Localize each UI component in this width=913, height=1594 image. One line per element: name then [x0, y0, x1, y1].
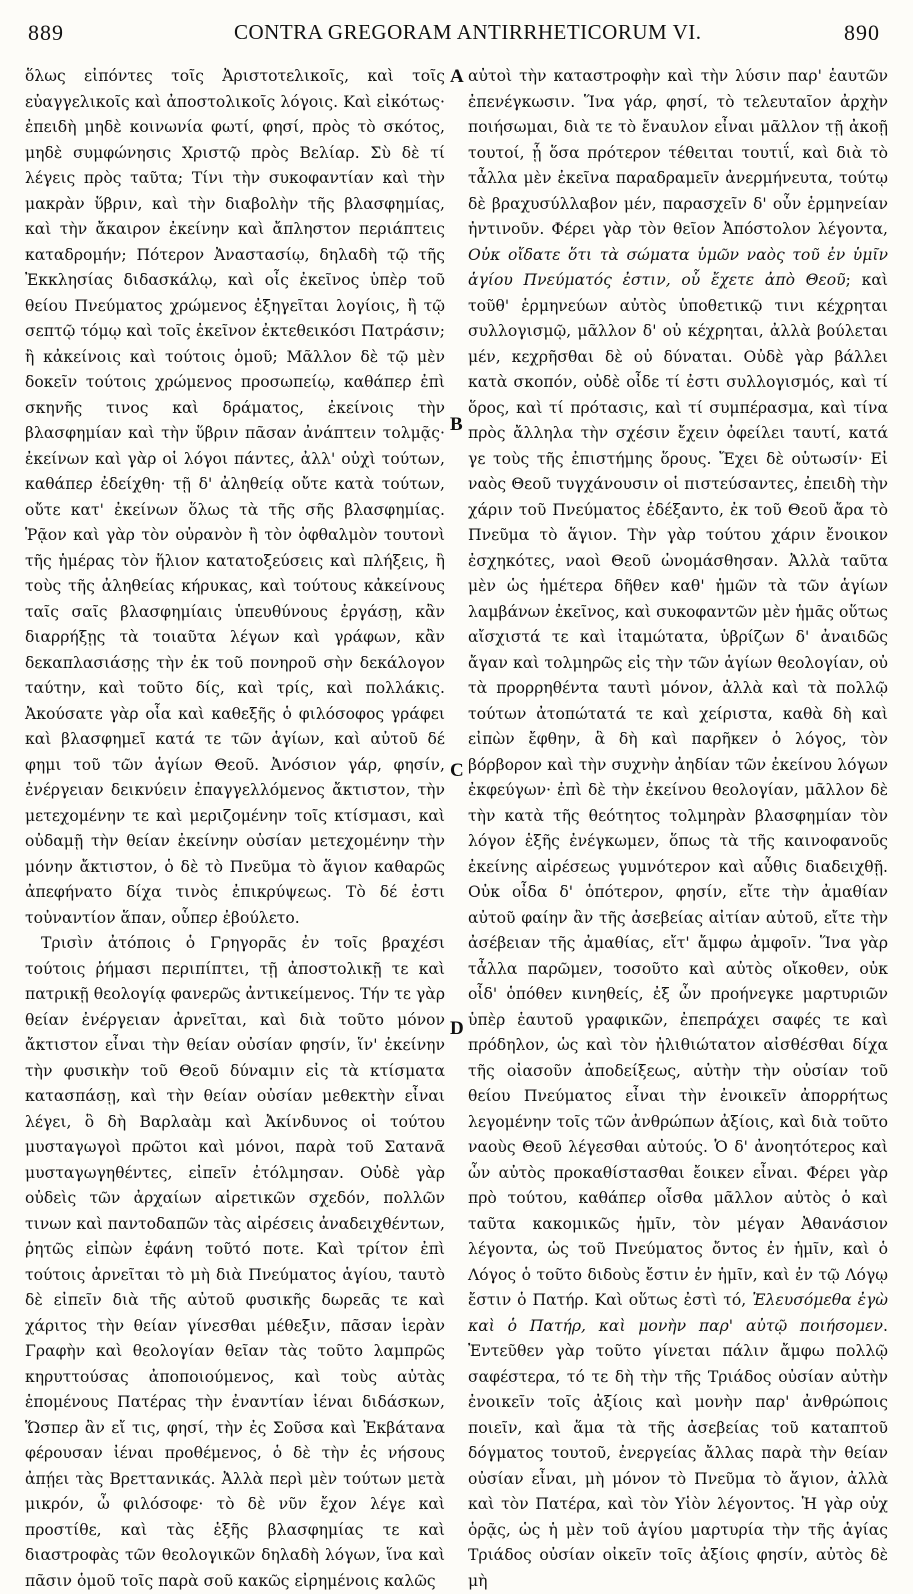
left-paragraph-2: Τρισὶν ἀτόποις ὁ Γρηγορᾶς ἐν τοῖς βραχέσι τούτοις ῥήμασι περιπίπτει, τῇ ἀποστολικῇ τε καὶ πατρικῇ θεολογίᾳ φανερῶς ἀντικείμενος. Τήν τε γὰρ θείαν ἐνέργειαν ἀρνεῖται, καὶ διὰ τοῦτο μόνον ἄκτιστον εἶναι τὴν θείαν οὐσίαν φησίν, ἵν' ἐκείνην τὴν φυσικὴν τοῦ Θεοῦ δύναμιν εἰς τὰ κτίσματα κατασπάσῃ, καὶ τὴν θείαν οὐσίαν μεθεκτὴν εἶναι λέγει, ὃ δὴ Βαρλαὰμ καὶ Ἀκίνδυνος οἱ τούτου μυσταγωγοὶ πρῶτοι καὶ μόνοι, παρὰ τοῦ Σατανᾶ μυσταγωγηθέντες, εἰπεῖν ἐτόλμησαν. Οὐδὲ γὰρ οὐδεὶς τῶν ἀρχαίων αἱρετικῶν σχεδόν, πολλῶν τινων καὶ παντοδαπῶν τὰς αἱρέσεις ἀναδειχθέντων, ῥητῶς εἰπὼν ἐφάνη τοῦτό ποτε. Καὶ τρίτον ἐπὶ τούτοις ἀρνεῖται τὸ μὴ διὰ Πνεύματος ἁγίου, ταυτὸ δὲ εἰπεῖν διὰ τῆς αὐτοῦ φυσικῆς δωρεᾶς τε καὶ χάριτος τὴν θείαν γίνεσθαι μέθεξιν, πᾶσαν ἱερὰν Γραφὴν καὶ θεολογίαν θεῖαν τὰς τοῦτο λαμπρῶς κηρυττούσας ἀποποιούμενος, καὶ τοὺς αὐτὰς ἑπομένους Πατέρας τὴν ἐναντίαν ἰέναι διδάσκων, Ὥσπερ ἂν εἴ τις, φησί, τὴν ἐς Σοῦσα καὶ Ἐκβάτανα φέρουσαν ἰέναι προθέμενος, ὁ δὲ τὴν ἐς νήσους ἀπῄει τὰς Βρεττανικάς. Ἀλλὰ περὶ μὲν τούτων μετὰ μικρόν, ὦ φιλόσοφε· τὸ δὲ νῦν ἔχον λέγε καὶ προστίθε, καὶ τὰς ἑξῆς βλασφημίας τε καὶ διαστροφὰς τῶν θεολογικῶν δηλαδὴ λόγων, ἵνα καὶ πᾶσιν ὁμοῦ τοῖς παρὰ σοῦ κακῶς εἰρημένοις καλῶς	[25, 934, 445, 1590]
margin-marker-c: C	[450, 760, 464, 781]
right-column	[468, 64, 888, 1590]
right-paragraph-1	[468, 64, 888, 1594]
margin-marker-d: D	[450, 1018, 464, 1039]
right-text-segment-2: ; καὶ τοῦθ' ἑρμηνεύων αὐτὸς ὑποθετικῷ τινι κέχρηται συλλογισμῷ, μᾶλλον δ' οὐ κέχρηται, ἀλλὰ βούλεται μέν, κεχρῆσθαι δὲ οὐ δύναται. Οὐδὲ γὰρ βάλλει κατὰ σκοπόν, οὐδὲ οἶδε τί ἐστι συλλογισμός, καὶ τί ὅρος, καὶ τί πρότασις, καὶ τί συμπέρασμα, καὶ τίνα πρὸς ἄλληλα τὴν σχέσιν ἔχειν ὀφείλει ταυτί, κατά γε τοὺς τῆς ἐπιστήμης ὅρους. Ἔχει δὲ οὑτωσίν· Εἰ ναὸς Θεοῦ τυγχάνουσιν οἱ πιστεύσαντες, ἐπειδὴ τὴν χάριν τοῦ Πνεύματος ἐδέξαντο, ἐκ τοῦ Θεοῦ ἄρα τὸ Πνεῦμα τὸ ἅγιον. Τὴν γὰρ τούτου χάριν ἔνοικον ἐσχηκότες, ναοὶ Θεοῦ ὠνομάσθησαν. Ἀλλὰ ταῦτα μὲν ὡς ἡμέτερα δῆθεν καθ' ἡμῶν τὰ τῶν ἁγίων λαμβάνων ἐκεῖνος, καὶ συκοφαντῶν μὲν ἡμᾶς οὕτως αἴσχιστά τε καὶ ἰταμώτατα, ὑβρίζων δ' ἀναιδῶς ἄγαν καὶ τολμηρῶς εἰς τὴν τῶν ἁγίων θεολογίαν, οὐ τὰ προρρηθέντα ταυτὶ μόνον, ἀλλὰ καὶ τὰ πολλῷ τούτων ἀτοπώτατά τε καὶ χείριστα, καθὰ δὴ καὶ εἰπὼν ἔφθην, ἃ δὴ καὶ παρῆκεν ὁ λόγος, τὸν βόρβορον καὶ τὴν συχνὴν ἀηδίαν τῶν ἐκείνου λόγων ἐκφεύγων· ἐπὶ δὲ τὴν ἐκείνου θεολογίαν, μᾶλλον δὲ τὴν κατὰ τῆς θεότητος τολμηρὰν βλασφημίαν τὸν λόγον ἑξῆς ἐνέγκωμεν, ὅπως τὰ τῆς καινοφανοῦς ἐκείνης αἱρέσεως γυμνότερον καὶ αὖθις διαδειχθῇ. Οὐκ οἶδα δ' ὁπότερον, φησίν, εἴτε τὴν ἀμαθίαν αὐτοῦ φαίην ἂν τῆς ἀσεβείας αἰτίαν αὐτοῦ, εἴτε τὴν ἀσέβειαν τῆς ἀμαθίας, εἴτ' ἄμφω ἀμφοῖν. Ἵνα γὰρ τἆλλα παρῶμεν, τοσοῦτο καὶ αὐτὸς οἴκοθεν, οὐκ οἶδ' ὁπόθεν κινηθείς, ἐξ ὧν προήνεγκε μαρτυριῶν ὑπὲρ ἑαυτοῦ γραφικῶν, ἐπεπράχει σαφές τε καὶ πρόδηλον, ὡς καὶ τὸν ἠλιθιώτατον αἰσθέσθαι δίχα τῆς οἰασοῦν ἀποδείξεως, αὐτὴν τὴν οὐσίαν τοῦ θείου Πνεύματος εἶναι τὴν ἐνοικεῖν ἀπορρήτως λεγομένην τοῖς τῶν ἀνθρώπων ἀξίοις, καὶ διὰ τοῦτο ναοὺς Θεοῦ λέγεσθαι αὐτούς. Ὁ δ' ἀνοητότερος καὶ ὧν αὐτὸς προκαθίστασθαι ἔοικεν εἶναι. Φέρει γὰρ πρὸ τούτου, καθάπερ οἶσθα μᾶλλον αὐτὸς ὁ καὶ ταῦτα κακομικῶς ἡμῖν, τὸν μέγαν Ἀθανάσιον λέγοντα, ὡς τοῦ Πνεύματος ὄντος ἐν ἡμῖν, καὶ ὁ Λόγος ὁ τοῦτο διδοὺς ἔστιν ἐν ἡμῖν, καὶ ἐν τῷ Λόγῳ ἔστιν ὁ Πατήρ. Καὶ οὕτως ἐστὶ τό,	[468, 271, 888, 1309]
margin-marker-b: B	[450, 414, 463, 435]
right-text-segment-3: . Ἐντεῦθεν γὰρ τοῦτο γίνεται πάλιν ἄμφω πολλῷ σαφέστερα, τό τε δὴ τὴν τῆς Τριάδος οὐσίαν αὐτὴν ἐνοικεῖν τοῖς ἀξίοις καὶ μονὴν παρ' ἀνθρώποις ποιεῖν, καὶ ἅμα τὰ τῆς ἀσεβείας τοῦ καταπτοῦ δόγματος τουτοῦ, ἐνεργείας ἄλλας παρὰ τὴν θείαν οὐσίαν εἶναι, μὴ μόνον τὸ Πνεῦμα τὸ ἅγιον, ἀλλὰ καὶ τὸν Πατέρα, καὶ τὸν Υἱὸν λέγοντος. Ἡ γὰρ οὐχ ὁρᾷς, ὡς ἡ μὲν τοῦ ἁγίου μαρτυρία τὴν τῆς ἁγίας Τριάδος οὐσίαν οἰκεῖν τοῖς ἀξίοις φησίν, αὐτὸς δὲ μὴ	[468, 1316, 888, 1590]
page-number-right: 890	[844, 20, 880, 45]
running-header	[24, 10, 886, 54]
margin-marker-a: A	[450, 66, 464, 87]
running-title: CONTRA GREGORAM ANTIRRHETICORUM VI.	[234, 20, 702, 44]
right-text-segment-1: αὐτοὶ τὴν καταστροφὴν καὶ τὴν λύσιν παρ' ἑαυτῶν ἐπενέγκωσιν. Ἵνα γάρ, φησί, τὸ τελευταῖον ἀρχὴν ποιήσωμαι, διὰ τε τὸ ἔναυλον εἶναι μᾶλλον τῇ ἀκοῇ τουτοί, ᾗ ὅσα πρότερον τέθειται τουτιΐ, καὶ διὰ τὸ τἆλλα μὲν ἐκεῖνα παραδραμεῖν ἀνερμήνευτα, τούτῳ δὲ βραχυσύλλαβον μέν, παρασχεῖν δ' οὖν ἑρμηνείαν ἠντινοῦν. Φέρει γὰρ τὸν θεῖον Ἀπόστολον λέγοντα,	[468, 67, 888, 238]
left-paragraph-1: ὅλως εἰπόντες τοῖς Ἀριστοτελικοῖς, καὶ τοῖς εὐαγγελικοῖς καὶ ἀποστολικοῖς λόγοις. Καὶ εἰκότως· ἐπειδὴ μηδὲ κοινωνία φωτί, φησί, πρὸς τὸ σκότος, μηδὲ συμφώνησις Χριστῷ πρὸς Βελίαρ. Σὺ δὲ τί λέγεις πρὸς ταῦτα; Τίνι τὴν συκοφαντίαν καὶ τὴν μακρὰν ὕβριν, καὶ τὴν διαβολὴν τῆς βλασφημίας, καὶ τὴν ἄκαιρον ἐκείνην καὶ ἄπληστον περιάπτεις καταδρομήν; Πότερον Ἀναστασίῳ, δηλαδὴ τῷ τῆς Ἐκκλησίας διδασκάλῳ, καὶ οἷς ἐκεῖνος ὑπὲρ τοῦ θείου Πνεύματος χρώμενος ἐξηγεῖται λογίοις, ἢ τῷ σεπτῷ τόμῳ καὶ τοῖς ἐκεῖνον ἐκτεθεικόσι Πατράσιν; ἢ κἀκείνοις καὶ τούτοις ὁμοῦ; Μᾶλλον δὲ τῷ μὲν δοκεῖν τούτοις χρώμενος προσωπείῳ, καθάπερ ἐπὶ σκηνῆς τινος καὶ δράματος, ἐκείνοις τὴν βλασφημίαν καὶ τὴν ὕβριν πᾶσαν ἀνάπτειν τολμᾷς· ἐκείνων καὶ γὰρ οἱ λόγοι πάντες, ἀλλ' οὐχὶ τούτων, καθάπερ ἐδείχθη· τῇ δ' ἀληθείᾳ οὔτε κατὰ τούτων, οὔτε κατ' ἐκείνων ὅλως τὰ τῆς σῆς βλασφημίας. Ῥᾷον καὶ γὰρ τὸν οὐρανὸν ἢ τὸν ὀφθαλμὸν τουτονὶ τῆς ἡμέρας τὸν ἥλιον κατατοξεύσεις καὶ πλήξεις, ἢ τοὺς τῆς ἀληθείας κήρυκας, καὶ τούτους κἀκείνους ταῖς σαῖς βλασφημίαις ὑπευθύνους ἐργάσῃ, κἂν διαρρήξῃς τὰ τοιαῦτα λέγων καὶ γράφων, κἂν δεκαπλασιάσῃς τὴν ἐκ τοῦ πονηροῦ σὴν δεκάλογον ταύτην, καὶ τοῦτο δίς, καὶ τρίς, καὶ πολλάκις. Ἀκούσατε γὰρ οἷα καὶ καθεξῆς ὁ φιλόσοφος γράφει καὶ βλασφημεῖ κατά τε τῶν ἁγίων, καὶ αὐτοῦ δέ φημι τοῦ τῶν ἁγίων Θεοῦ. Ἀνόσιον γάρ, φησίν, ἐνέργειαν δεικνύειν ἐπαγγελλόμενος ἄκτιστον, τὴν μετεχομένην τε καὶ μεριζομένην τοῖς κτίσμασι, καὶ οὐδαμῇ τὴν θείαν ἐκείνην οὐσίαν μετεχομένην τὴν μόνην ἄκτιστον, ὁ δὲ τὸ Πνεῦμα τὸ ἅγιον καθαρῶς ἀπεφήνατο δίχα τινὸς ἐπικρύψεως. Τὸ δέ ἐστι τοὐναντίον ἅπαν, οὗπερ ἐβούλετο.	[25, 67, 445, 927]
scripture-quote-2: Ἐλευσόμεθα ἐγὼ καὶ ὁ Πατήρ, καὶ μονὴν παρ' αὐτῷ ποιήσομεν	[468, 1291, 888, 1335]
scripture-quote-1: Οὐκ οἴδατε ὅτι τὰ σώματα ὑμῶν ναὸς τοῦ ἐν ὑμῖν ἁγίου Πνεύματός ἐστιν, οὗ ἔχετε ἀπὸ Θεοῦ	[468, 245, 888, 289]
page-number-left: 889	[28, 20, 64, 45]
left-column	[25, 64, 445, 1590]
